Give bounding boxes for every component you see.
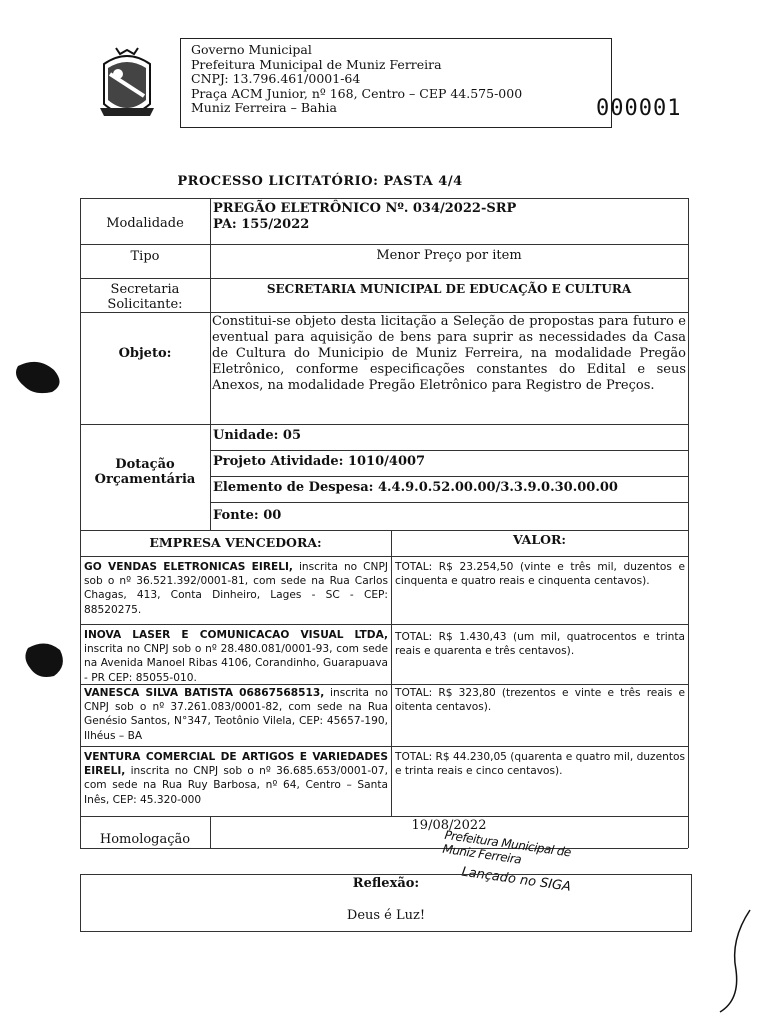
company-details: inscrita no CNPJ sob o nº 37.261.083/0001-82, com sede na Rua Genésio Santos, N°347, Teotônio Vilela, CEP: 45657-190, Ilhéus – BA (84, 687, 388, 742)
company-row-3 (84, 686, 388, 743)
company-name: VANESCA SILVA BATISTA 06867568513, (84, 687, 325, 699)
stamp-line-prefecture: Prefeitura Municipal de Muniz Ferreira (441, 827, 572, 867)
signature-mark (700, 900, 760, 1020)
header-line-cnpj: CNPJ: 13.796.461/0001-64 (191, 71, 361, 86)
company-row-2 (84, 628, 388, 685)
secretaria-label-2: Solicitante: (107, 297, 183, 312)
modalidade-value-line2: PA: 155/2022 (213, 217, 310, 232)
objeto-label: Objeto: (118, 346, 172, 361)
company-value-3: TOTAL: R$ 323,80 (trezentos e vinte e três reais e oitenta centavos). (395, 687, 685, 714)
fonte-value: Fonte: 00 (213, 508, 282, 523)
company-value-1: TOTAL: R$ 23.254,50 (vinte e três mil, duzentos e cinquenta e quatro reais e cinquenta centavos). (395, 561, 685, 588)
header-box (180, 38, 612, 128)
tipo-value: Menor Preço por item (376, 248, 522, 263)
company-details: inscrita no CNPJ sob o nº 36.685.653/0001-07, com sede na Rua Ruy Barbosa, nº 64, Centro – Santa Inês, CEP: 45.320-000 (84, 765, 388, 806)
elemento-despesa-value: Elemento de Despesa: 4.4.9.0.52.00.00/3.3.9.0.30.00.00 (213, 480, 618, 495)
dotacao-label-2: Orçamentária (94, 472, 196, 487)
homologacao-date: 19/08/2022 (411, 818, 487, 833)
company-row-4 (84, 750, 388, 807)
company-name: VENTURA COMERCIAL DE ARTIGOS E VARIEDADES EIRELI, (84, 751, 388, 778)
punch-hole-mark-top (8, 352, 68, 402)
objeto-value: Constitui-se objeto desta licitação a Seleção de propostas para futuro e eventual para aquisição de bens para suprir as necessidades da Casa de Cultura do Municipio de Muniz Ferreira, na modalidade Pregão Eletrônico, conforme especificações constantes do Edital e seus Anexos, na modalidade Pregão Eletrônico para Registro de Preços. (212, 314, 686, 393)
company-name: INOVA LASER E COMUNICACAO VISUAL LTDA, (84, 629, 388, 641)
document-title: PROCESSO LICITATÓRIO: PASTA 4/4 (177, 174, 463, 189)
header-line-prefecture: Prefeitura Municipal de Muniz Ferreira (191, 56, 442, 72)
punch-hole-mark-bottom (20, 636, 70, 686)
dotacao-label-1: Dotação (115, 457, 175, 472)
header-line-city: Muniz Ferreira – Bahia (191, 100, 337, 115)
company-details: inscrita no CNPJ sob o nº 36.521.392/0001-81, com sede na Rua Carlos Chagas, 413, Conta Dinheiro, Lages - SC - CEP: 88520275. (84, 561, 388, 616)
company-name: GO VENDAS ELETRONICAS EIRELI, (84, 561, 293, 573)
municipal-crest-logo (96, 44, 158, 126)
projeto-atividade-value: Projeto Atividade: 1010/4007 (213, 454, 426, 469)
modalidade-value-line1: PREGÃO ELETRÔNICO Nº. 034/2022-SRP (213, 201, 517, 216)
page-number: 000001 (596, 96, 682, 121)
company-details: inscrita no CNPJ sob o nº 28.480.081/0001-93, com sede na Avenida Manoel Ribas 4106, Corandinho, Guarapuava - PR CEP: 85055-010. (84, 643, 388, 684)
secretaria-label-1: Secretaria (110, 282, 180, 297)
secretaria-value: SECRETARIA MUNICIPAL DE EDUCAÇÃO E CULTURA (266, 282, 632, 296)
homologacao-label: Homologação (99, 832, 191, 847)
company-row-1 (84, 560, 388, 617)
reflexao-label: Reflexão: (352, 876, 420, 891)
reflexao-text: Deus é Luz! (346, 908, 426, 923)
stamp-line-siga: Lançado no SIGA (460, 864, 572, 895)
company-value-4: TOTAL: R$ 44.230,05 (quarenta e quatro mil, duzentos e trinta reais e cinco centavos). (395, 751, 685, 778)
tipo-label: Tipo (130, 249, 160, 264)
modalidade-label: Modalidade (106, 216, 184, 231)
header-line-address: Praça ACM Junior, nº 168, Centro – CEP 44.575-000 (191, 85, 523, 101)
unidade-value: Unidade: 05 (213, 428, 302, 443)
company-value-2: TOTAL: R$ 1.430,43 (um mil, quatrocentos e trinta reais e quarenta e três centavos). (395, 631, 685, 658)
valor-header: VALOR: (512, 532, 567, 547)
empresa-vencedora-header: EMPRESA VENCEDORA: (149, 535, 322, 550)
header-line-government: Governo Municipal (191, 42, 312, 57)
